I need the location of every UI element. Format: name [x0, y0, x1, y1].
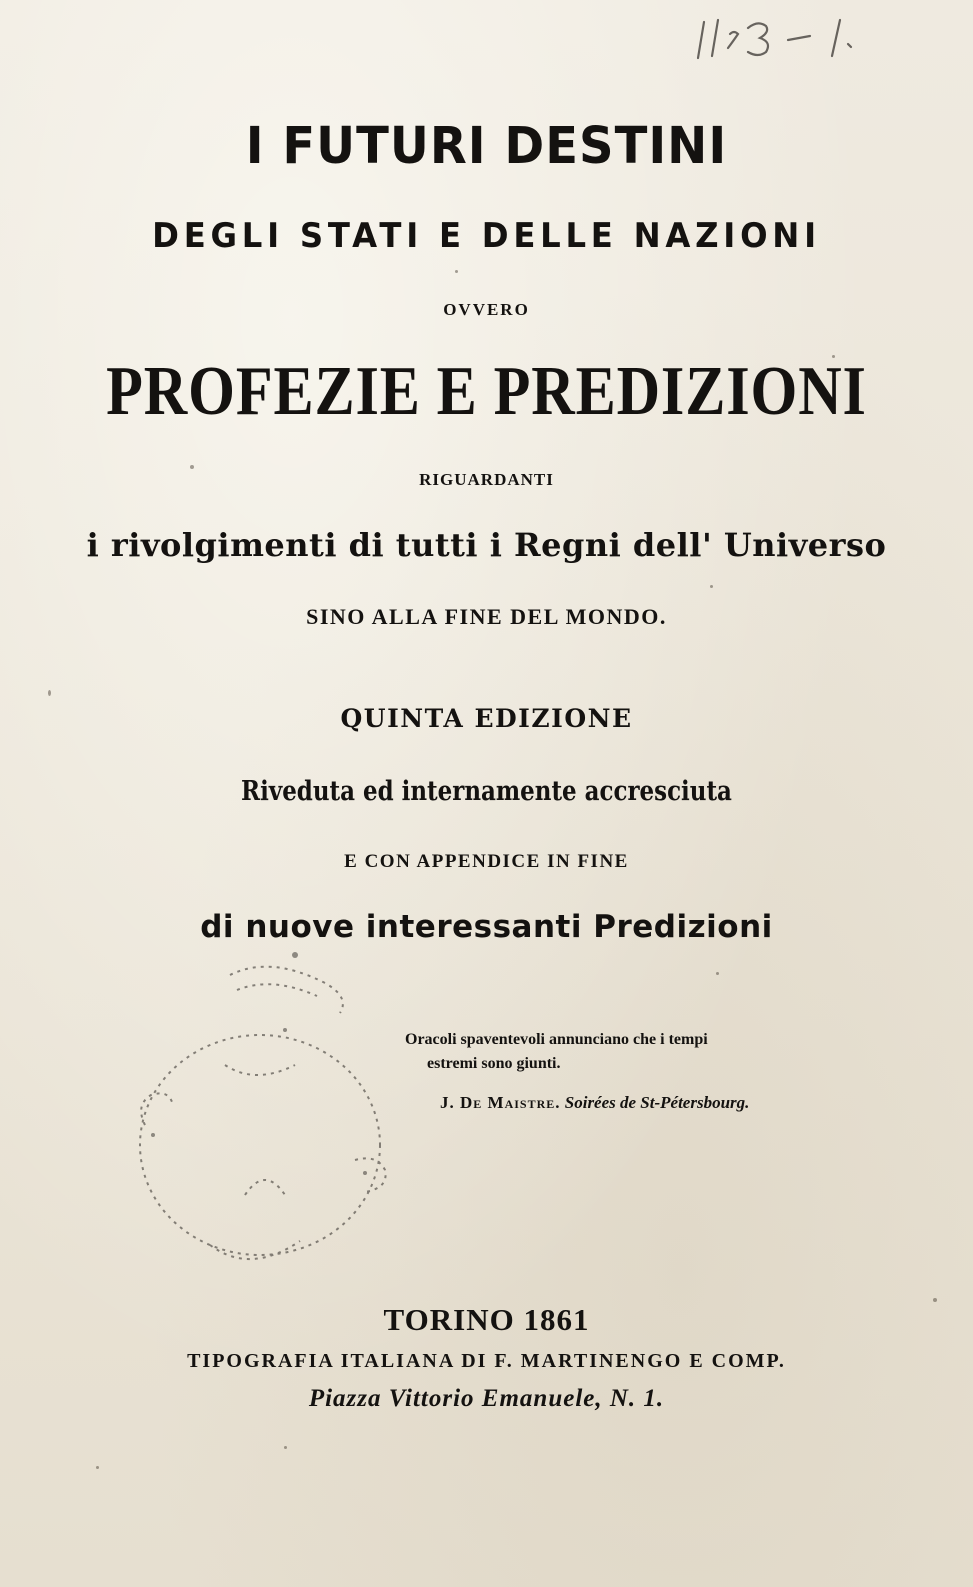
paper-speck — [190, 465, 194, 469]
riguardanti: RIGUARDANTI — [419, 470, 554, 489]
library-stamp — [125, 945, 395, 1285]
imprint-address: Piazza Vittorio Emanuele, N. 1. — [308, 1385, 665, 1412]
epigraph-line-1: Oracoli spaventevoli annunciano che i tempi — [405, 1031, 708, 1048]
edition: QUINTA EDIZIONE — [340, 704, 633, 733]
conjunction: OVVERO — [443, 300, 530, 319]
imprint-printer: TIPOGRAFIA ITALIANA DI F. MARTINENGO E COMP. — [187, 1350, 786, 1372]
imprint-place-year: TORINO 1861 — [383, 1302, 590, 1337]
paper-speck — [933, 1298, 937, 1302]
paper-speck — [455, 270, 458, 273]
subtitle: i rivolgimenti di tutti i Regni dell' Universo — [86, 526, 887, 564]
paper-speck — [710, 585, 713, 588]
handwritten-shelfmark — [690, 14, 880, 62]
epigraph-line-2: estremi sono giunti. — [427, 1055, 561, 1072]
epigraph — [405, 1028, 845, 1076]
paper-speck — [832, 355, 835, 358]
epigraph-work: Soirées de St-Pétersbourg. — [564, 1093, 750, 1112]
main-title: PROFEZIE E PREDIZIONI — [106, 353, 867, 430]
sino-line: SINO ALLA FINE DEL MONDO. — [306, 604, 667, 629]
epigraph-attribution — [440, 1093, 749, 1113]
paper-speck — [284, 1446, 287, 1449]
appendix-detail: di nuove interessanti Predizioni — [200, 909, 773, 945]
title-line-1: I FUTURI DESTINI — [245, 116, 728, 176]
epigraph-author: J. De Maistre. — [440, 1093, 561, 1112]
appendix-line: E CON APPENDICE IN FINE — [344, 851, 629, 872]
title-line-2: DEGLI STATI E DELLE NAZIONI — [152, 216, 821, 256]
paper-speck — [716, 972, 719, 975]
paper-speck — [96, 1466, 99, 1469]
revision-note: Riveduta ed internamente accresciuta — [241, 776, 732, 807]
paper-speck — [48, 690, 51, 696]
